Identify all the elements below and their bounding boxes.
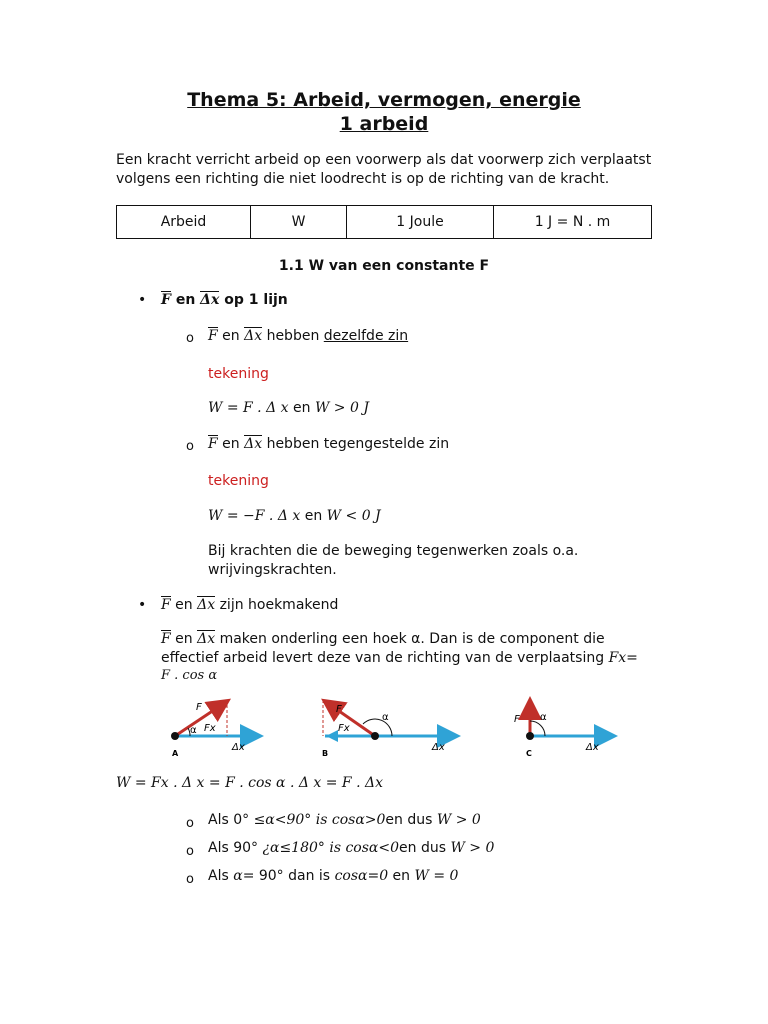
formula-w-positive: W = F . Δ x bbox=[208, 400, 289, 416]
text-en: en bbox=[217, 436, 245, 452]
condition-math: α bbox=[233, 868, 243, 884]
condition-2 bbox=[208, 840, 494, 856]
bullet-dot-2: • bbox=[138, 597, 147, 613]
label-f-a: F bbox=[196, 702, 202, 713]
text-en: en bbox=[288, 400, 315, 416]
sub-bullet-3: o bbox=[186, 816, 194, 831]
page-title: Thema 5: Arbeid, vermogen, energie bbox=[187, 89, 581, 111]
condition-tail-2: en bbox=[388, 868, 415, 884]
label-b: B bbox=[322, 749, 329, 758]
bullet-2-text bbox=[161, 597, 338, 613]
note-line-2: wrijvingskrachten. bbox=[208, 562, 337, 578]
condition-math: ≤α<90° is cosα>0 bbox=[253, 812, 386, 828]
intro-line-2: volgens een richting die niet loodrecht is op de richting van de kracht. bbox=[116, 171, 610, 187]
intro-line-1: Een kracht verricht arbeid op een voorwerp als dat voorwerp zich verplaatst bbox=[116, 152, 652, 168]
vector-dx: Δx bbox=[197, 631, 216, 647]
section-title: 1.1 W van een constante F bbox=[278, 258, 490, 274]
main-formula: W = Fx . Δ x = F . cos α . Δ x = F . Δx bbox=[116, 775, 383, 791]
condition-3 bbox=[208, 868, 458, 884]
text-en: en bbox=[217, 328, 245, 344]
point-c bbox=[526, 732, 534, 740]
condition-result: W > 0 bbox=[450, 840, 495, 856]
text-op-1-lijn: op 1 lijn bbox=[219, 292, 288, 308]
vector-f: F bbox=[208, 436, 218, 452]
label-alpha-b: α bbox=[382, 712, 389, 723]
vector-f: F bbox=[161, 631, 171, 647]
condition-lead: Als 0° bbox=[208, 812, 254, 828]
text-en: en bbox=[170, 292, 201, 308]
force-arrow-b bbox=[326, 702, 375, 736]
vector-f: F bbox=[161, 597, 171, 613]
label-f-b: F bbox=[336, 704, 342, 715]
text-dezelfde-zin: dezelfde zin bbox=[323, 328, 409, 344]
definition-table bbox=[116, 205, 652, 239]
page-subtitle: 1 arbeid bbox=[339, 113, 429, 135]
point-b bbox=[371, 732, 379, 740]
diagram-b bbox=[322, 700, 455, 758]
sub-bullet-2: o bbox=[186, 439, 194, 454]
condition-math: ¿α≤180° is cosα<0 bbox=[262, 840, 400, 856]
table-row bbox=[117, 206, 652, 239]
text-hoekmakend: zijn hoekmakend bbox=[215, 597, 339, 613]
condition-tail: en dus bbox=[399, 840, 451, 856]
label-f-c: F bbox=[514, 714, 520, 725]
note-line-1: Bij krachten die de beweging tegenwerken zoals o.a. bbox=[208, 543, 579, 559]
condition-lead: Als 90° bbox=[208, 840, 263, 856]
vector-dx: Δx bbox=[197, 597, 216, 613]
condition-lead: Als bbox=[208, 868, 234, 884]
table-cell-symbol: W bbox=[251, 206, 347, 239]
condition-negative: W < 0 J bbox=[326, 508, 381, 524]
angle-paragraph-line-1 bbox=[161, 631, 605, 647]
table-cell-unit-definition: 1 J = N . m bbox=[494, 206, 652, 239]
sub-bullet-4: o bbox=[186, 844, 194, 859]
label-dx-a: Δx bbox=[232, 742, 245, 753]
condition-result: W > 0 bbox=[436, 812, 481, 828]
point-a bbox=[171, 732, 179, 740]
table-cell-unit: 1 Joule bbox=[347, 206, 494, 239]
formula-2 bbox=[208, 508, 381, 524]
angle-paragraph-line-3: F . cos α bbox=[161, 668, 218, 683]
label-c: C bbox=[526, 749, 532, 758]
label-alpha-c: α bbox=[540, 712, 547, 723]
condition-1 bbox=[208, 812, 481, 828]
sub-2-text bbox=[208, 436, 449, 452]
condition-math-2: cosα=0 bbox=[334, 868, 389, 884]
label-a: A bbox=[172, 749, 179, 758]
label-fx-a: Fx bbox=[204, 723, 216, 734]
sub-bullet-5: o bbox=[186, 872, 194, 887]
text-en: en bbox=[170, 631, 198, 647]
condition-result: W = 0 bbox=[414, 868, 459, 884]
diagram-a bbox=[171, 700, 258, 758]
condition-tail: = 90° dan is bbox=[242, 868, 335, 884]
label-dx-c: Δx bbox=[586, 742, 599, 753]
bullet-1-text bbox=[161, 292, 288, 308]
vector-dx: Δx bbox=[244, 436, 263, 452]
table-cell-quantity: Arbeid bbox=[117, 206, 251, 239]
text-hoek-alpha: maken onderling een hoek α. Dan is de component die bbox=[215, 631, 605, 647]
text-en: en bbox=[300, 508, 327, 524]
condition-positive: W > 0 J bbox=[314, 400, 369, 416]
force-diagrams bbox=[160, 690, 630, 760]
vector-f: F bbox=[161, 292, 171, 308]
text-en: en bbox=[170, 597, 198, 613]
sub-bullet-1: o bbox=[186, 331, 194, 346]
vector-dx: Δx bbox=[244, 328, 263, 344]
angle-paragraph-line-2 bbox=[161, 650, 638, 666]
label-fx-b: Fx bbox=[338, 723, 350, 734]
text-tegengestelde-zin: hebben tegengestelde zin bbox=[262, 436, 450, 452]
vector-f: F bbox=[208, 328, 218, 344]
diagram-c bbox=[514, 702, 612, 758]
formula-fx: Fx= bbox=[608, 650, 638, 666]
text-component: effectief arbeid levert deze van de richting van de verplaatsing bbox=[161, 650, 609, 666]
sub-1-text bbox=[208, 328, 408, 344]
condition-tail: en dus bbox=[385, 812, 437, 828]
formula-w-negative: W = −F . Δ x bbox=[208, 508, 301, 524]
vector-dx: Δx bbox=[200, 292, 220, 308]
bullet-dot-1: • bbox=[138, 292, 147, 308]
label-dx-b: Δx bbox=[432, 742, 445, 753]
tekening-1: tekening bbox=[208, 366, 269, 382]
tekening-2: tekening bbox=[208, 473, 269, 489]
formula-1 bbox=[208, 400, 369, 416]
text-hebben: hebben bbox=[262, 328, 324, 344]
label-alpha-a: α bbox=[190, 725, 197, 736]
